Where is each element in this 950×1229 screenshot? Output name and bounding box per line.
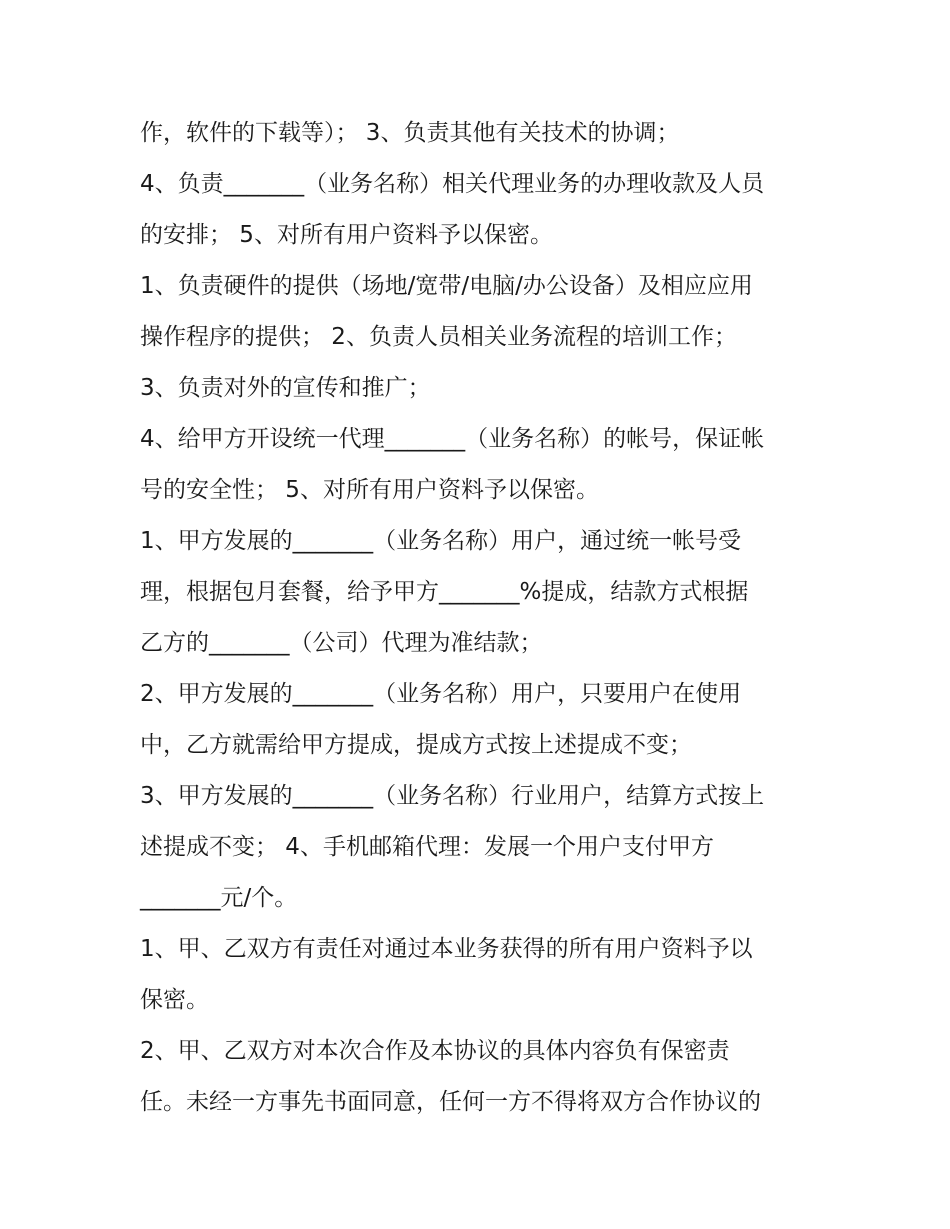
text-line: _______元/个。 [140,885,298,911]
text-line: 述提成不变； 4、手机邮箱代理：发展一个用户支付甲方 [140,834,714,860]
agreement-text-body [140,108,820,1128]
text-line: 理，根据包月套餐，给予甲方_______%提成，结款方式根据 [140,579,749,605]
text-line: 4、给甲方开设统一代理_______（业务名称）的帐号，保证帐 [140,426,765,452]
text-line: 1、负责硬件的提供（场地/宽带/电脑/办公设备）及相应应用 [140,273,753,299]
text-line: 1、甲、乙双方有责任对通过本业务获得的所有用户资料予以 [140,936,753,962]
text-line: 操作程序的提供； 2、负责人员相关业务流程的培训工作； [140,324,737,350]
text-line: 作，软件的下载等）； 3、负责其他有关技术的协调； [140,120,680,146]
text-line: 2、甲、乙双方对本次合作及本协议的具体内容负有保密责 [140,1038,730,1064]
text-line: 号的安全性； 5、对所有用户资料予以保密。 [140,477,599,503]
text-line: 保密。 [140,987,209,1013]
text-line: 任。未经一方事先书面同意，任何一方不得将双方合作协议的 [140,1089,761,1115]
text-line: 3、甲方发展的_______（业务名称）行业用户，结算方式按上 [140,783,765,809]
text-line: 4、负责_______（业务名称）相关代理业务的办理收款及人员 [140,171,765,197]
text-line: 3、负责对外的宣传和推广； [140,375,431,401]
text-line: 中，乙方就需给甲方提成，提成方式按上述提成不变； [140,732,692,758]
text-line: 1、甲方发展的_______（业务名称）用户，通过统一帐号受 [140,528,742,554]
text-line: 的安排； 5、对所有用户资料予以保密。 [140,222,553,248]
text-line: 2、甲方发展的_______（业务名称）用户，只要用户在使用 [140,681,742,707]
text-line: 乙方的_______（公司）代理为准结款； [140,630,543,656]
